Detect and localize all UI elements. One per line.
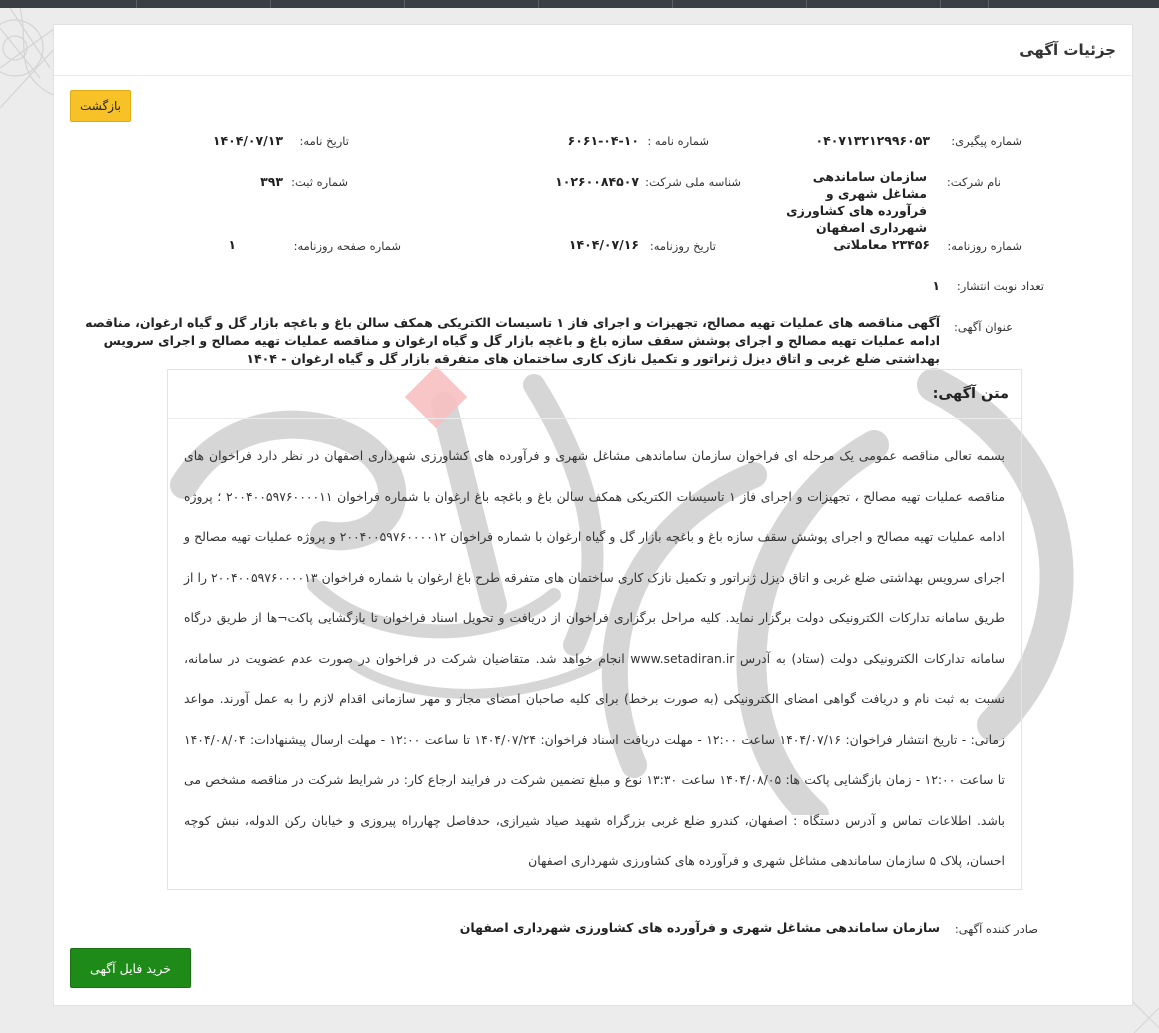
national-id-value: ۱۰۲۶۰۰۸۴۵۰۷ [555,174,639,189]
issuer-value: سازمان ساماندهی مشاغل شهری و فرآورده های کشاورزی شهرداری اصفهان [459,920,940,935]
newspaper-number-value: ۲۳۴۵۶ معاملاتی [833,237,930,252]
ad-text-body: بسمه تعالی مناقصه عمومی یک مرحله ای فراخوان سازمان ساماندهی مشاغل شهری و فرآورده های کشاورزی شهرداری اصفهان در نظر دارد فراخوان های مناقصه عملیات تهیه مصالح ، تجهیزات و اجرای فاز ۱ تاسیسات الکتریکی همکف سالن باغ و باغچه باغ ارغوان با شماره فراخوان ۲۰۰۴۰۰۵۹۷۶۰۰۰۰۱۱ ؛ پروژه ادامه عملیات تهیه مصالح و اجرای پوشش سقف سازه باغ و باغچه بازار گل و گیاه ارغوان با شماره فراخوان ۲۰۰۴۰۰۵۹۷۶۰۰۰۰۱۲ و پروژه عملیات تهیه مصالح و اجرای سرویس بهداشتی ضلع غربی و اتاق دیزل ژنراتور و تکمیل نازک کاری ساختمان های متفرقه طرح باغ ارغوان با شماره فراخوان ۲۰۰۴۰۰۵۹۷۶۰۰۰۰۱۳ را از طریق سامانه تدارکات الکترونیکی دولت برگزار نماید. کلیه مراحل برگزاری فراخوان از دریافت و تحویل اسناد فراخوان تا بازگشایی پاکت¬ها از طریق درگاه سامانه تدارکات الکترونیکی دولت (ستاد) به آدرس www.setadiran.ir انجام خواهد شد. متقاضیان شرکت در فراخوان در صورت عدم عضویت در سامانه، نسبت به ثبت نام و دریافت گواهی امضای الکترونیکی (به صورت برخط) برای کلیه صاحبان امضای مجاز و مهر سازمانی اقدام لازم را به عمل آورند. مواعد زمانی: - تاریخ انتشار فراخوان: ۱۴۰۴/۰۷/۱۶ ساعت ۱۲:۰۰ - مهلت دریافت اسناد فراخوان: ۱۴۰۴/۰۷/۲۴ تا ساعت ۱۲:۰۰ - مهلت ارسال پیشنهادات: ۱۴۰۴/۰۸/۰۴ تا ساعت ۱۲:۰۰ - زمان بازگشایی پاکت ها: ۱۴۰۴/۰۸/۰۵ ساعت ۱۳:۳۰ نوع و مبلغ تضمین شرکت در فرایند ارجاع کار: در شرایط شرکت در مناقصه مشخص می باشد. اطلاعات تماس و آدرس دستگاه : اصفهان، کندرو ضلع غربی بزرگراه شهید صیاد شیرازی، حدفاصل چهارراه پیروزی و خیابان رکن الدوله، نبش کوچه احسان، پلاک ۵ سازمان ساماندهی مشاغل شهری و فرآورده های کشاورزی شهرداری اصفهان [184,448,1005,868]
page-title: جزئیات آگهی [54,25,1132,76]
letter-number-value: ۶۰۶۱-۰۴-۱۰ [567,133,639,148]
publish-count-value: ۱ [932,278,940,293]
back-button[interactable]: بازگشت [70,90,131,122]
background-pattern-left [0,8,60,1033]
company-name-value: سازمان ساماندهی مشاغل شهری و فرآورده های کشاورزی شهرداری اصفهان [786,169,927,235]
background-pattern-right [1129,8,1159,1033]
newspaper-page-label: شماره صفحه روزنامه: [293,239,401,253]
newspaper-number-label: شماره روزنامه: [947,239,1022,253]
ad-text-panel [167,369,1022,890]
publish-count-label: تعداد نوبت انتشار: [956,279,1044,293]
buy-ad-file-button[interactable]: خرید فایل آگهی [70,948,191,988]
registration-number-value: ۳۹۳ [260,174,283,189]
newspaper-date-label: تاریخ روزنامه: [649,239,716,253]
ad-text-title: متن آگهی: [168,370,1021,419]
ad-details-card [53,24,1133,1006]
newspaper-date-value: ۱۴۰۴/۰۷/۱۶ [568,237,639,252]
letter-number-label: شماره نامه : [647,134,709,148]
national-id-label: شناسه ملی شرکت: [645,175,741,189]
letter-date-label: تاریخ نامه: [299,134,349,148]
newspaper-page-value: ۱ [228,237,236,252]
ad-title-value: آگهی مناقصه های عملیات تهیه مصالح، تجهیزات و اجرای فاز ۱ تاسیسات الکتریکی همکف سالن باغ و باغچه بازار گل و گیاه ارغوان، مناقصه ادامه عملیات تهیه مصالح و اجرای پوشش سقف سازه باغ و باغچه بازار گل و گیاه ارغوان و مناقصه عملیات تهیه مصالح و اجرای سرویس بهداشتی ضلع غربی و اتاق دیزل ژنراتور و تکمیل نازک کاری ساختمان های متفرقه بازار گل و گیاه ارغوان - ۱۴۰۴ [85,315,940,366]
tracking-number-label: شماره پیگیری: [951,134,1022,148]
company-name-label: نام شرکت: [946,175,1001,189]
issuer-label: صادر کننده آگهی: [954,922,1038,936]
top-bar [0,0,1159,8]
ad-title-label: عنوان آگهی: [954,320,1013,334]
letter-date-value: ۱۴۰۴/۰۷/۱۳ [212,133,283,148]
tracking-number-value: ۰۴۰۷۱۳۲۱۲۹۹۶۰۵۳ [815,133,930,148]
registration-number-label: شماره ثبت: [291,175,348,189]
